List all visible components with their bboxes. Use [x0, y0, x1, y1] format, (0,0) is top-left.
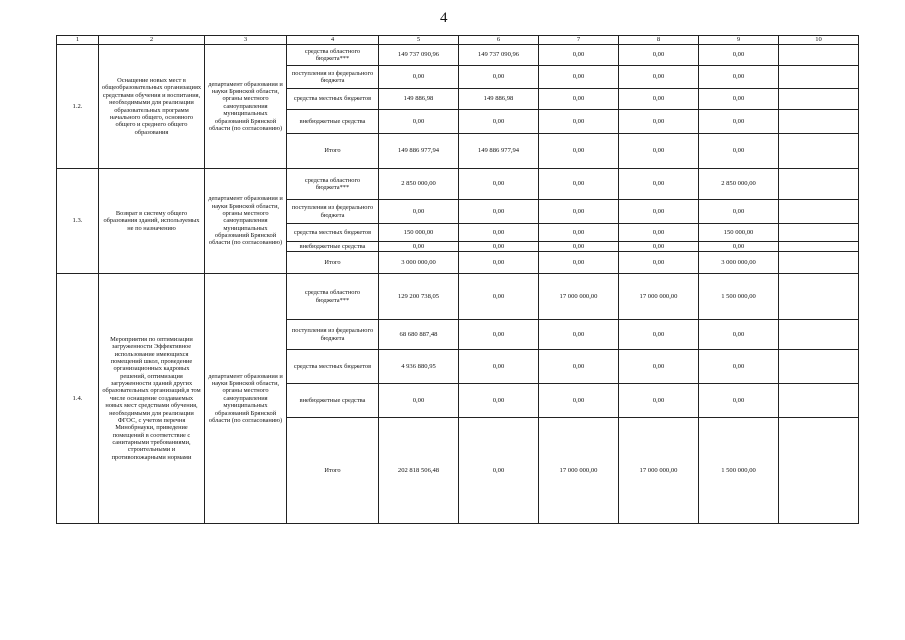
- value-cell: 0,00: [619, 350, 699, 384]
- value-cell: 0,00: [619, 224, 699, 242]
- item-description: Оснащение новых мест в общеобразовательных организациях средствами обучения и воспитания, необходимыми для реализации образовательных программ начального общего, основного общего и среднего общего образования: [99, 45, 205, 169]
- value-cell: 0,00: [379, 200, 459, 224]
- col-header: 4: [287, 36, 379, 45]
- value-cell: [779, 110, 859, 134]
- value-cell: 0,00: [459, 384, 539, 418]
- value-cell: [779, 350, 859, 384]
- item-number: 1.2.: [57, 45, 99, 169]
- value-cell: 0,00: [619, 110, 699, 134]
- value-cell: 0,00: [699, 66, 779, 89]
- value-cell: 17 000 000,00: [539, 274, 619, 320]
- value-cell: 0,00: [699, 89, 779, 110]
- page-number: 4: [440, 10, 448, 26]
- table-row: [57, 169, 859, 200]
- col-header: 7: [539, 36, 619, 45]
- value-cell: 0,00: [699, 320, 779, 350]
- funding-source: поступления из федерального бюджета: [287, 320, 379, 350]
- value-cell: 0,00: [699, 200, 779, 224]
- total-cell: [779, 252, 859, 274]
- total-cell: [779, 418, 859, 524]
- value-cell: 0,00: [619, 45, 699, 66]
- funding-source-total: Итого: [287, 134, 379, 169]
- item-department: департамент образования и науки Брянской области, органы местного самоуправления муниципальных образований Брянской области (по согласованию): [205, 169, 287, 274]
- funding-source: средства местных бюджетов: [287, 350, 379, 384]
- funding-source: внебюджетные средства: [287, 384, 379, 418]
- funding-source-total: Итого: [287, 418, 379, 524]
- total-cell: 0,00: [459, 252, 539, 274]
- value-cell: 0,00: [459, 224, 539, 242]
- funding-source: поступления из федерального бюджета: [287, 200, 379, 224]
- value-cell: [779, 169, 859, 200]
- table-row: [57, 274, 859, 320]
- total-cell: 1 500 000,00: [699, 418, 779, 524]
- value-cell: [779, 200, 859, 224]
- value-cell: 0,00: [539, 384, 619, 418]
- total-cell: 0,00: [539, 134, 619, 169]
- value-cell: 0,00: [619, 169, 699, 200]
- total-cell: 0,00: [619, 252, 699, 274]
- total-cell: 0,00: [699, 134, 779, 169]
- col-header: 5: [379, 36, 459, 45]
- item-description: Возврат в систему общего образования зданий, используемых не по назначению: [99, 169, 205, 274]
- value-cell: 0,00: [699, 242, 779, 252]
- total-cell: 3 000 000,00: [379, 252, 459, 274]
- value-cell: [779, 274, 859, 320]
- value-cell: 150 000,00: [699, 224, 779, 242]
- value-cell: 0,00: [539, 110, 619, 134]
- total-cell: 17 000 000,00: [539, 418, 619, 524]
- value-cell: 2 850 000,00: [379, 169, 459, 200]
- value-cell: 0,00: [459, 320, 539, 350]
- item-description: Мероприятия по оптимизации загруженности Эффективное использование имеющихся помещений школ, проведение организационных кадровых решений, оптимизация загруженности зданий других образовательных организаций,в том числе оснащение создаваемых новых мест средствами обучения, необходимыми для реализации ФГОС, с учетом перечня Минобрнауки, приведение помещений в соответствие с санитарными требованиями, строительными и противопожарными нормами: [99, 274, 205, 524]
- value-cell: [779, 89, 859, 110]
- col-header: 10: [779, 36, 859, 45]
- col-header: 9: [699, 36, 779, 45]
- value-cell: 0,00: [539, 169, 619, 200]
- value-cell: [779, 242, 859, 252]
- item-number: 1.4.: [57, 274, 99, 524]
- value-cell: 0,00: [619, 66, 699, 89]
- value-cell: 0,00: [379, 242, 459, 252]
- value-cell: [779, 384, 859, 418]
- total-cell: 202 818 506,48: [379, 418, 459, 524]
- value-cell: 0,00: [379, 110, 459, 134]
- value-cell: 0,00: [459, 66, 539, 89]
- col-header: 3: [205, 36, 287, 45]
- value-cell: 0,00: [699, 350, 779, 384]
- total-cell: 0,00: [459, 418, 539, 524]
- value-cell: 149 886,98: [379, 89, 459, 110]
- value-cell: 0,00: [699, 384, 779, 418]
- value-cell: 0,00: [699, 110, 779, 134]
- value-cell: 0,00: [379, 66, 459, 89]
- value-cell: 0,00: [539, 224, 619, 242]
- value-cell: 0,00: [379, 384, 459, 418]
- value-cell: [779, 66, 859, 89]
- value-cell: 0,00: [539, 45, 619, 66]
- funding-source: средства областного бюджета***: [287, 274, 379, 320]
- col-header: 2: [99, 36, 205, 45]
- funding-source: средства областного бюджета***: [287, 169, 379, 200]
- value-cell: 0,00: [539, 200, 619, 224]
- value-cell: 0,00: [459, 110, 539, 134]
- value-cell: 0,00: [459, 274, 539, 320]
- funding-source: внебюджетные средства: [287, 110, 379, 134]
- value-cell: 2 850 000,00: [699, 169, 779, 200]
- value-cell: 129 200 738,05: [379, 274, 459, 320]
- value-cell: 0,00: [539, 320, 619, 350]
- total-cell: 149 886 977,94: [379, 134, 459, 169]
- value-cell: 0,00: [539, 89, 619, 110]
- funding-source: средства местных бюджетов: [287, 89, 379, 110]
- col-header: 6: [459, 36, 539, 45]
- value-cell: 17 000 000,00: [619, 274, 699, 320]
- value-cell: 0,00: [619, 320, 699, 350]
- total-cell: 149 886 977,94: [459, 134, 539, 169]
- value-cell: 0,00: [619, 384, 699, 418]
- funding-source: средства местных бюджетов: [287, 224, 379, 242]
- value-cell: 68 680 887,48: [379, 320, 459, 350]
- table-row: [57, 45, 859, 66]
- value-cell: 149 737 090,96: [459, 45, 539, 66]
- col-header: 1: [57, 36, 99, 45]
- value-cell: 0,00: [619, 89, 699, 110]
- value-cell: [779, 45, 859, 66]
- col-header: 8: [619, 36, 699, 45]
- value-cell: 149 886,98: [459, 89, 539, 110]
- value-cell: 0,00: [539, 66, 619, 89]
- value-cell: 0,00: [459, 200, 539, 224]
- total-cell: 0,00: [539, 252, 619, 274]
- value-cell: 1 500 000,00: [699, 274, 779, 320]
- value-cell: 150 000,00: [379, 224, 459, 242]
- item-department: департамент образования и науки Брянской области, органы местного самоуправления муниципальных образований Брянской области (по согласованию): [205, 45, 287, 169]
- value-cell: 0,00: [619, 200, 699, 224]
- funding-source: поступления из федерального бюджета: [287, 66, 379, 89]
- value-cell: 0,00: [539, 350, 619, 384]
- total-cell: 17 000 000,00: [619, 418, 699, 524]
- value-cell: 0,00: [459, 350, 539, 384]
- value-cell: 149 737 090,96: [379, 45, 459, 66]
- budget-table: [56, 35, 859, 524]
- total-cell: 0,00: [619, 134, 699, 169]
- column-number-row: [57, 36, 859, 45]
- value-cell: 0,00: [539, 242, 619, 252]
- value-cell: 0,00: [619, 242, 699, 252]
- value-cell: [779, 224, 859, 242]
- total-cell: 3 000 000,00: [699, 252, 779, 274]
- item-department: департамент образования и науки Брянской области, органы местного самоуправления муниципальных образований Брянской области (по согласованию): [205, 274, 287, 524]
- funding-source: средства областного бюджета***: [287, 45, 379, 66]
- value-cell: [779, 320, 859, 350]
- funding-source: внебюджетные средства: [287, 242, 379, 252]
- value-cell: 0,00: [459, 169, 539, 200]
- total-cell: [779, 134, 859, 169]
- value-cell: 0,00: [699, 45, 779, 66]
- value-cell: 0,00: [459, 242, 539, 252]
- item-number: 1.3.: [57, 169, 99, 274]
- value-cell: 4 936 880,95: [379, 350, 459, 384]
- funding-source-total: Итого: [287, 252, 379, 274]
